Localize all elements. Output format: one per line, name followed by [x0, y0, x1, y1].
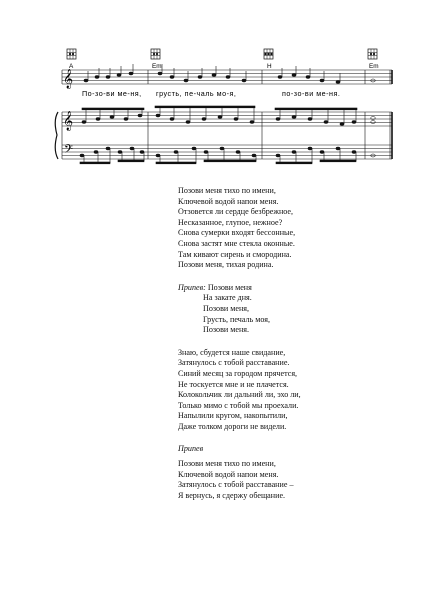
lyric-line: Грусть, печаль моя,	[203, 314, 270, 324]
chord-name-1: A	[69, 63, 74, 70]
score-lyric-2: грусть, пе-чаль мо-я,	[156, 89, 237, 98]
lyric-line: Только мимо с тобой мы проехали.	[178, 400, 299, 410]
bass-clef: 𝄢	[64, 143, 74, 159]
score-lyric-1: По-зо-ви ме-ня,	[82, 89, 142, 98]
piano-brace	[55, 112, 58, 159]
lyric-line: Несказанное, глупое, нежное?	[178, 217, 283, 227]
lyric-line: Позови меня тихо по имени,	[178, 186, 276, 195]
chord-diagram-3	[264, 49, 273, 59]
verse-3	[178, 459, 418, 501]
lyric-line: Позови меня,	[203, 303, 250, 313]
lyric-line: Снова сумерки входят бессонные,	[178, 228, 296, 238]
piano-staff	[62, 112, 392, 159]
lyric-line: Там кивают сирень и смородина.	[178, 249, 292, 259]
treble-clef-piano: 𝄞	[63, 111, 74, 131]
lyric-line: Затянулось с тобой расставание.	[178, 358, 290, 368]
chorus-first-line	[178, 283, 418, 294]
lyric-line: Позови меня, тихая родина.	[178, 260, 274, 270]
refrain-label: Припев	[178, 444, 204, 454]
verse-1	[178, 186, 418, 271]
lyric-line: Даже толком дороги не видели.	[178, 421, 287, 431]
lyric-line: Отзовется ли сердце безбрежное,	[178, 207, 294, 217]
lyric-line: Ключевой водой напои меня.	[178, 196, 279, 206]
lyric-line: Напылили кругом, накопытили,	[178, 411, 288, 421]
lyric-line: Позови меня.	[203, 325, 250, 335]
lyric-line: Ключевой водой напои меня.	[178, 469, 279, 479]
chord-name-2: Em	[152, 63, 162, 70]
chord-diagram-4	[368, 49, 377, 59]
chord-diagram-2	[151, 49, 160, 59]
lyric-line: Колокольчик ли дальний ли, эхо ли,	[178, 390, 301, 400]
chord-name-4: Em	[369, 63, 379, 70]
lyric-line: Я вернусь, я сдержу обещание.	[178, 490, 286, 500]
lyric-line: Позови меня	[207, 282, 252, 292]
lyric-line: Знаю, сбудется наше свидание,	[178, 347, 286, 357]
song-lyrics	[178, 186, 418, 513]
lyric-line: Затянулось с тобой расставание –	[178, 480, 294, 490]
chord-diagram-1	[67, 49, 76, 59]
lyric-line: Не тоскуется мне и не плачется.	[178, 379, 289, 389]
lyric-line: Снова застят мне стекла оконные.	[178, 238, 295, 248]
chorus-label: Припев:	[178, 282, 206, 292]
lyric-line: Позови меня тихо по имени,	[178, 459, 276, 469]
lyric-line: Синий месяц за городом прячется,	[178, 368, 298, 378]
lyric-line: На закате дня.	[203, 293, 252, 303]
sheet-music	[0, 0, 427, 180]
treble-clef: 𝄞	[63, 69, 74, 89]
score-lyric-3: по-зо-ви ме-ня.	[282, 89, 341, 98]
chord-name-3: H	[267, 63, 272, 70]
verse-2	[178, 348, 418, 433]
chorus	[178, 283, 418, 336]
